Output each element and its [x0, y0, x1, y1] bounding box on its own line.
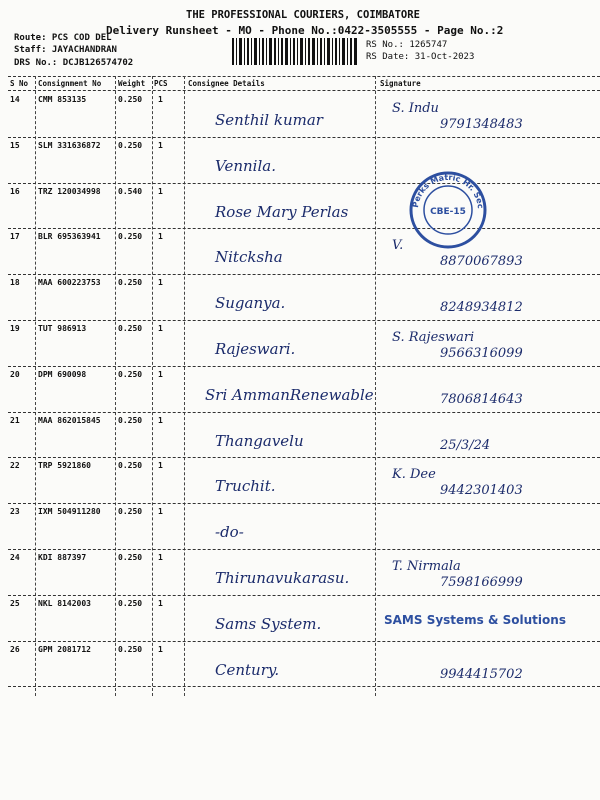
- row-pcs: 1: [158, 507, 163, 517]
- row-pcs: 1: [158, 369, 163, 379]
- row-sno: 23: [10, 507, 20, 517]
- row-pcs: 1: [158, 598, 163, 608]
- rs-number: RS No.: 1265747: [366, 40, 448, 50]
- row-sno: 21: [10, 415, 20, 425]
- row-rule: [8, 228, 600, 229]
- col-header-consignment: Consignment No: [38, 79, 102, 88]
- row-weight: 0.250: [118, 415, 143, 425]
- signature-handwriting: V.: [392, 238, 404, 254]
- signature-handwriting: T. Nirmala: [392, 559, 461, 574]
- route-label: Route: PCS COD DEL: [14, 33, 112, 43]
- row-sno: 18: [10, 278, 20, 288]
- row-weight: 0.250: [118, 507, 143, 517]
- consignee-handwriting: Rose Mary Perlas: [215, 202, 349, 221]
- signature-phone: 25/3/24: [440, 437, 491, 453]
- row-pcs: 1: [158, 140, 163, 150]
- consignee-handwriting: Thangavelu: [215, 431, 304, 450]
- row-weight: 0.250: [118, 461, 143, 471]
- row-consignment: MAA 600223753: [38, 278, 101, 288]
- row-consignment: TRP 5921860: [38, 461, 91, 471]
- row-pcs: 1: [158, 461, 163, 471]
- row-rule: [8, 320, 600, 321]
- row-sno: 24: [10, 553, 20, 562]
- row-sno: 20: [10, 369, 20, 379]
- row-rule: [8, 457, 600, 458]
- row-sno: 25: [10, 598, 20, 608]
- consignee-handwriting: Nitcksha: [215, 248, 283, 267]
- col-header-sno: S No: [10, 79, 29, 88]
- signature-phone: 9944415702: [440, 666, 523, 682]
- table-row: [8, 141, 600, 187]
- row-weight: 0.250: [118, 553, 143, 562]
- consignee-handwriting: Vennila.: [215, 156, 276, 175]
- stamp-ring-text: Perks Matric Hr. Sec: [411, 172, 486, 210]
- row-sno: 22: [10, 461, 20, 471]
- row-sno: 15: [10, 140, 20, 150]
- row-rule: [8, 366, 600, 367]
- row-consignment: IXM 504911280: [38, 507, 101, 517]
- row-sno: 14: [10, 95, 20, 104]
- row-rule: [8, 595, 600, 596]
- consignee-handwriting: Truchit.: [215, 477, 276, 496]
- school-stamp: [408, 170, 488, 250]
- row-sno: 17: [10, 232, 20, 242]
- signature-handwriting: S. Rajeswari: [392, 330, 475, 345]
- row-rule: [8, 412, 600, 413]
- row-pcs: 1: [158, 232, 163, 242]
- signature-phone: 8870067893: [440, 254, 523, 270]
- consignee-handwriting: Sri AmmanRenewable: [205, 385, 374, 404]
- row-consignment: TRZ 120034998: [38, 186, 101, 196]
- row-rule: [8, 137, 600, 138]
- row-consignment: DPM 690098: [38, 369, 87, 379]
- row-rule: [8, 686, 600, 687]
- signature-phone: 8248934812: [440, 300, 523, 316]
- col-header-pcs: PCS: [154, 79, 168, 88]
- row-rule: [8, 549, 600, 550]
- row-weight: 0.250: [118, 369, 143, 379]
- consignee-handwriting: Senthil kumar: [215, 111, 323, 129]
- row-rule: [8, 183, 600, 184]
- row-consignment: SLM 331636872: [38, 140, 101, 150]
- svg-text:Perks Matric Hr. Sec. School: [408, 170, 485, 209]
- row-weight: 0.250: [118, 232, 143, 242]
- signature-phone: 9566316099: [440, 346, 523, 361]
- signature-handwriting: S. Indu: [392, 101, 439, 116]
- row-consignment: NKL 8142003: [38, 598, 91, 608]
- staff-label: Staff: JAYACHANDRAN: [14, 45, 117, 55]
- signature-phone: 9442301403: [440, 483, 523, 499]
- row-rule: [8, 503, 600, 504]
- row-consignment: BLR 695363941: [38, 232, 101, 242]
- row-weight: 0.250: [118, 278, 143, 288]
- row-pcs: 1: [158, 186, 163, 196]
- signature-phone: 7598166999: [440, 575, 523, 590]
- row-pcs: 1: [158, 324, 163, 333]
- rs-date: RS Date: 31-Oct-2023: [366, 52, 475, 62]
- consignee-handwriting: Sams System.: [215, 614, 322, 633]
- signature-handwriting: K. Dee: [392, 467, 436, 483]
- signature-phone: 9791348483: [440, 117, 523, 132]
- row-consignment: KDI 887397: [38, 553, 87, 562]
- signature-phone: 7806814643: [440, 391, 523, 407]
- company-stamp: SAMS Systems & Solutions: [384, 613, 566, 627]
- col-header-weight: Weight: [118, 79, 146, 88]
- row-sno: 16: [10, 186, 20, 196]
- consignee-handwriting: Century.: [215, 660, 280, 679]
- stamp-center-text: CBE-15: [430, 207, 466, 217]
- row-pcs: 1: [158, 644, 163, 654]
- barcode: [232, 38, 358, 65]
- consignee-handwriting: Suganya.: [215, 294, 286, 313]
- row-sno: 19: [10, 324, 20, 333]
- row-sno: 26: [10, 644, 20, 654]
- document-subtitle: Delivery Runsheet - MO - Phone No.:0422-3505555 - Page No.:2: [106, 24, 504, 37]
- row-weight: 0.540: [118, 186, 143, 196]
- row-pcs: 1: [158, 553, 163, 562]
- row-consignment: CMM 853135: [38, 95, 87, 104]
- table-row: [8, 416, 600, 462]
- consignee-handwriting: -do-: [215, 523, 244, 542]
- row-weight: 0.250: [118, 95, 143, 104]
- col-header-signature: Signature: [380, 79, 421, 88]
- row-consignment: TUT 986913: [38, 324, 87, 333]
- table-row: [8, 507, 600, 553]
- row-consignment: MAA 862015845: [38, 415, 101, 425]
- row-pcs: 1: [158, 278, 163, 288]
- col-header-consignee: Consignee Details: [188, 79, 265, 88]
- row-rule: [8, 274, 600, 275]
- document-title: THE PROFESSIONAL COURIERS, COIMBATORE: [186, 9, 420, 21]
- table-header: [8, 76, 600, 90]
- row-weight: 0.250: [118, 598, 143, 608]
- row-weight: 0.250: [118, 644, 143, 654]
- row-weight: 0.250: [118, 324, 143, 333]
- row-pcs: 1: [158, 95, 163, 104]
- table-header-rule: [8, 90, 600, 91]
- consignee-handwriting: Rajeswari.: [215, 340, 296, 358]
- drs-number: DRS No.: DCJB126574702: [14, 58, 134, 68]
- row-pcs: 1: [158, 415, 163, 425]
- row-rule: [8, 641, 600, 642]
- consignee-handwriting: Thirunavukarasu.: [215, 569, 350, 587]
- row-weight: 0.250: [118, 140, 143, 150]
- row-consignment: GPM 2081712: [38, 644, 91, 654]
